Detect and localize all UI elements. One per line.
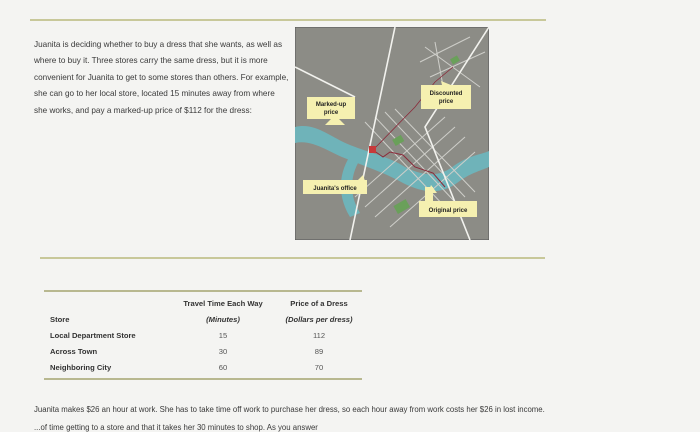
- dress-price: 89: [314, 346, 324, 356]
- dress-price: 70: [314, 362, 324, 372]
- store-name: Neighboring City: [50, 362, 112, 372]
- label-marked-up-1: Marked-up: [315, 102, 347, 108]
- label-marked-up-2: price: [323, 110, 339, 116]
- travel-minutes: 15: [218, 330, 228, 340]
- travel-minutes: 30: [218, 346, 228, 356]
- table-top-rule: [44, 290, 362, 292]
- label-original: Original price: [428, 208, 468, 214]
- table-row: [44, 359, 360, 375]
- label-discounted-2: price: [438, 99, 454, 105]
- header-store: Store: [50, 314, 70, 324]
- intro-paragraph: Juanita is deciding whether to buy a dress that she wants, as well as where to buy it. Three stores carry the same dress, but it is more convenient for Juanita to get to some stores than others. For example, she can go to her local store, located 15 minutes away from where she works, and pay a marked-up price of $112 for the dress:: [34, 40, 289, 115]
- header-travel-line2: (Minutes): [206, 314, 240, 324]
- header-price-line2: (Dollars per dress): [285, 314, 353, 324]
- label-discounted-1: Discounted: [429, 91, 463, 97]
- store-name: Local Department Store: [50, 330, 136, 340]
- header-price-line1: Price of a Dress: [290, 298, 348, 308]
- dress-price: 112: [312, 330, 326, 340]
- table-row: [44, 343, 360, 359]
- middle-rule: [40, 257, 545, 259]
- footer-paragraph: Juanita makes $26 an hour at work. She has to take time off work to purchase her dress, so each hour away from work costs her $26 in lost income.: [34, 405, 545, 414]
- travel-price-table: [44, 295, 360, 375]
- table-row: [44, 327, 360, 343]
- label-office: Juanita's office: [313, 186, 357, 192]
- travel-minutes: 60: [218, 362, 228, 372]
- table-bottom-rule: [44, 378, 362, 380]
- store-name: Across Town: [50, 346, 98, 356]
- top-rule: [30, 19, 546, 21]
- header-travel-line1: Travel Time Each Way: [183, 298, 263, 308]
- city-map: [295, 27, 489, 240]
- footer-paragraph-cut: ...of time getting to a store and that it takes her 30 minutes to shop. As you answer: [34, 423, 318, 432]
